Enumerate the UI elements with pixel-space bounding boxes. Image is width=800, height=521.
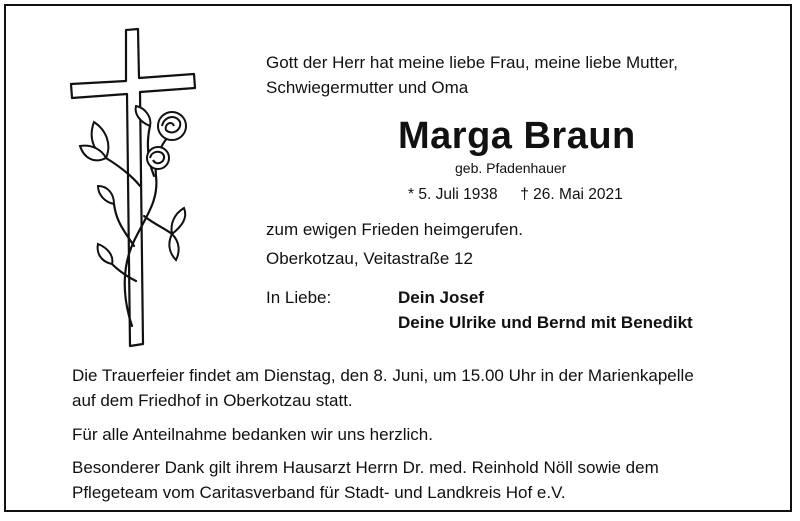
address-text: Oberkotzau, Veitastraße 12 <box>266 249 473 268</box>
thanks-text: Für alle Anteilnahme bedanken wir uns herzlich. <box>72 425 433 444</box>
birth-name: geb. Pfadenhauer <box>455 160 567 176</box>
mourners-label: In Liebe: <box>266 288 332 307</box>
special-thanks-line-2: Pflegeteam vom Caritasverband für Stadt- und Landkreis Hof e.V. <box>72 483 566 502</box>
called-home-text: zum ewigen Frieden heimgerufen. <box>266 220 524 239</box>
intro-line-2: Schwiegermutter und Oma <box>266 78 469 97</box>
intro-line-1: Gott der Herr hat meine liebe Frau, meine liebe Mutter, <box>266 53 678 72</box>
deceased-name: Marga Braun <box>398 115 636 157</box>
funeral-line-2: auf dem Friedhof in Oberkotzau statt. <box>72 391 353 410</box>
cross-with-roses-icon <box>64 26 200 348</box>
funeral-line-1: Die Trauerfeier findet am Dienstag, den 8. Juni, um 15.00 Uhr in der Marienkapelle <box>72 366 694 385</box>
death-date: † 26. Mai 2021 <box>520 186 623 203</box>
mourner-line-2: Deine Ulrike und Bernd mit Benedikt <box>398 313 693 332</box>
mourner-line-1: Dein Josef <box>398 288 484 307</box>
birth-date: * 5. Juli 1938 <box>408 186 498 203</box>
special-thanks-line-1: Besonderer Dank gilt ihrem Hausarzt Herrn Dr. med. Reinhold Nöll sowie dem <box>72 458 659 477</box>
life-dates <box>408 184 623 206</box>
